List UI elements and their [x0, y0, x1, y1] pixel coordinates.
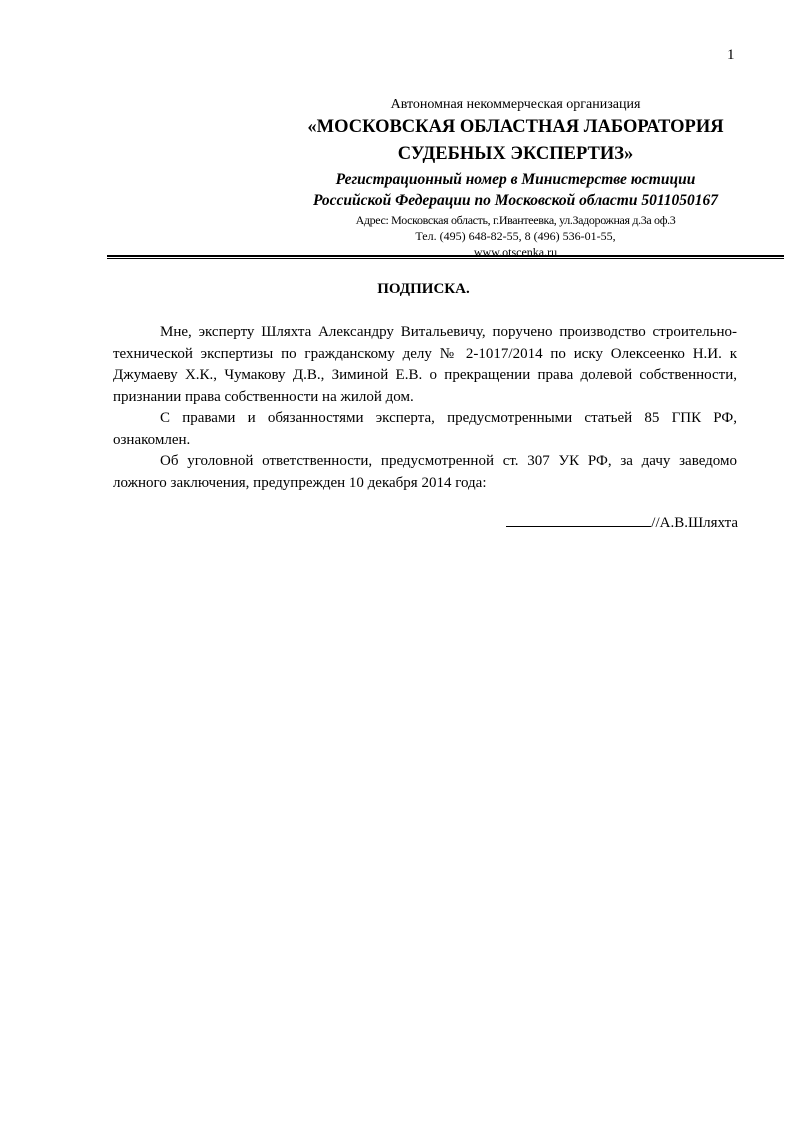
organization-name-line-1: «МОСКОВСКАЯ ОБЛАСТНАЯ ЛАБОРАТОРИЯ — [307, 117, 724, 137]
paragraph-rights: С правами и обязанностями эксперта, предусмотренными статьей 85 ГПК РФ, ознакомлен. — [113, 410, 737, 448]
paragraph-liability: Об уголовной ответственности, предусмотренной ст. 307 УК РФ, за дачу заведомо ложного заключения, предупрежден 10 декабря 2014 года: — [113, 453, 737, 491]
signature-line — [506, 512, 651, 527]
organization-address: Адрес: Московская область, г.Ивантеевка, ул.Задорожная д.3а оф.3 — [355, 213, 676, 227]
registration-line-2: Российской Федерации по Московской области 5011050167 — [313, 192, 718, 209]
letterhead — [293, 96, 738, 260]
document-title: ПОДПИСКА. — [377, 281, 470, 297]
organization-type: Автономная некоммерческая организация — [390, 97, 641, 112]
organization-phone: Тел. (495) 648-82-55, 8 (496) 536-01-55, — [415, 229, 616, 243]
registration-line-1: Регистрационный номер в Министерстве юстиции — [335, 171, 696, 188]
signature-block — [500, 512, 738, 532]
organization-name-line-2: СУДЕБНЫХ ЭКСПЕРТИЗ» — [397, 144, 634, 164]
signature-name: //А.В.Шляхта — [651, 515, 738, 531]
letterhead-divider — [107, 255, 784, 259]
organization-website: www.otscenka.ru — [473, 245, 558, 259]
paragraph-assignment: Мне, эксперту Шляхта Александру Витальевичу, поручено производство строительно-технической экспертизы по гражданскому делу № 2-1017/2014 по иску Олексеенко Н.И. к Джумаеву Х.К., Чумакову Д.В., Зиминой Е.В. о прекращении права долевой собственности, признании права собственности на жилой дом. — [113, 324, 737, 405]
page-number: 1 — [727, 47, 735, 63]
document-body — [113, 322, 737, 494]
